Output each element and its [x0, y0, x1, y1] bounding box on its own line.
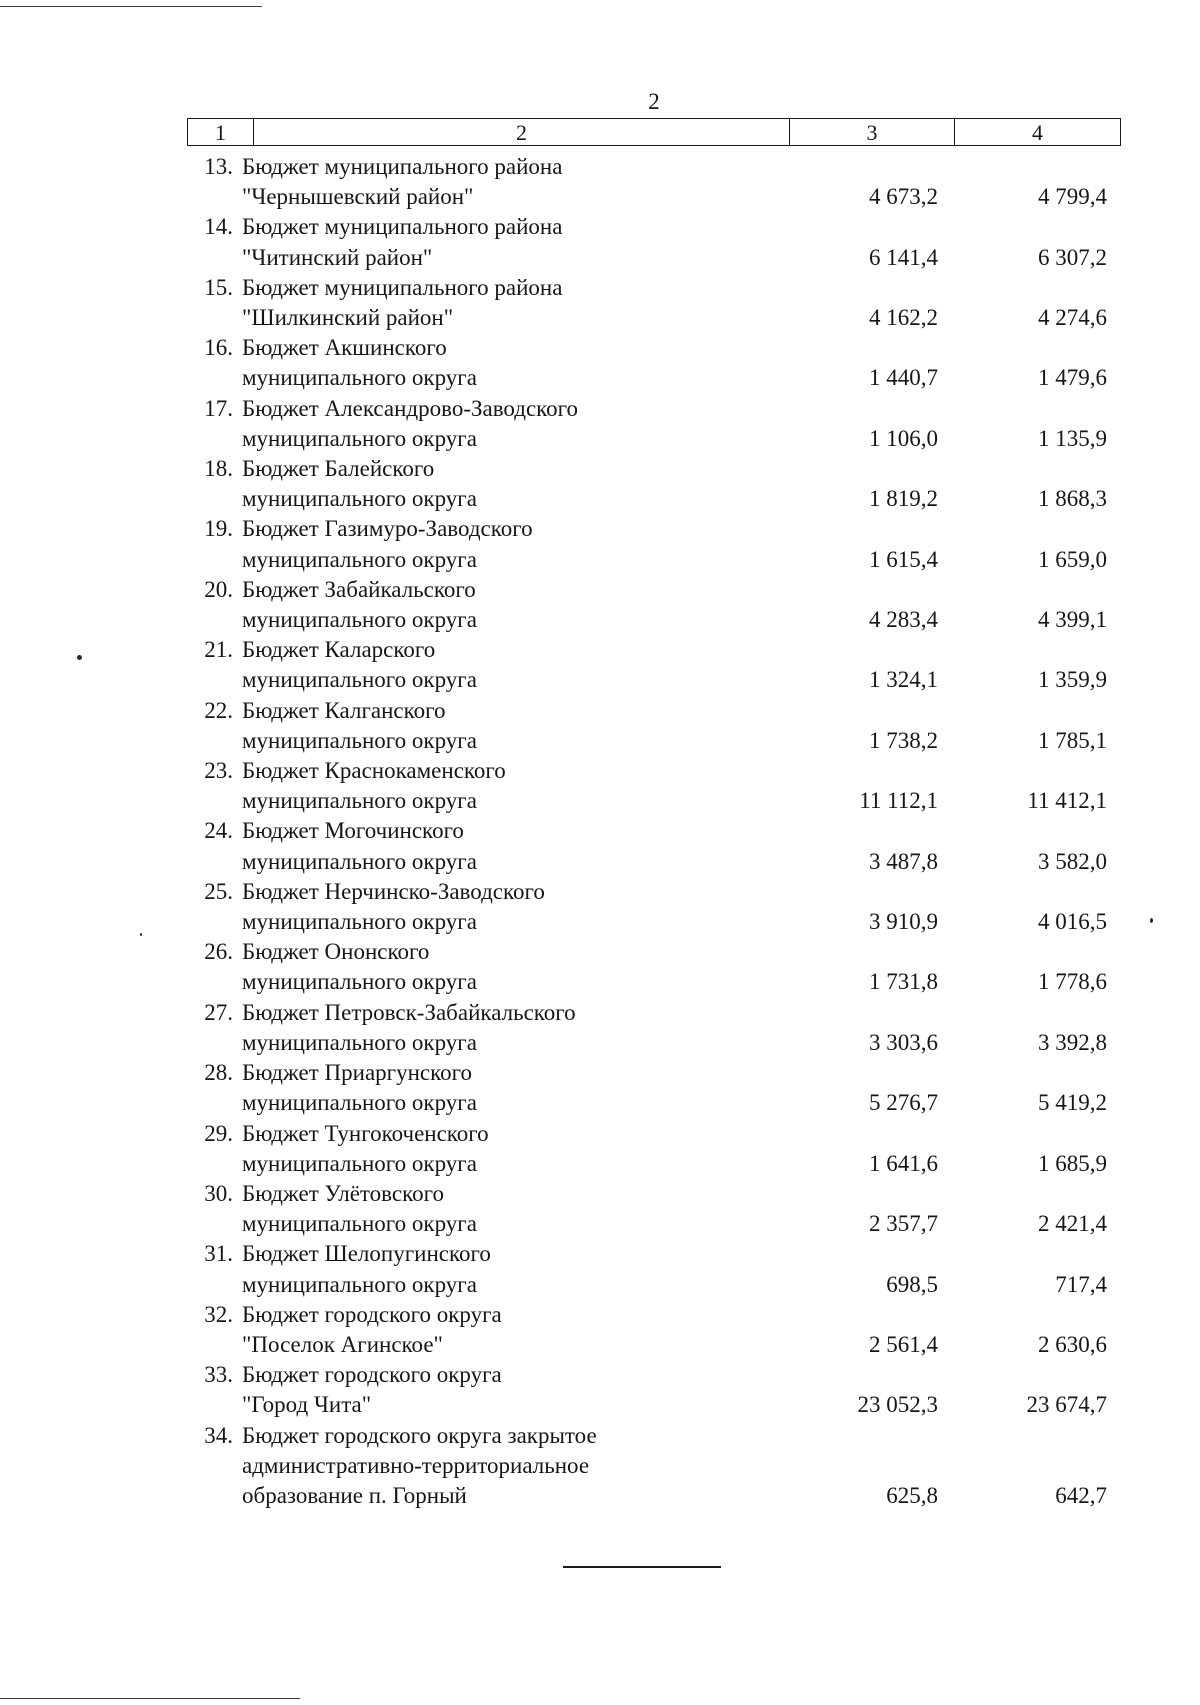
row-value-col4: 2 630,6 [1038, 1331, 1107, 1357]
table-row [187, 1300, 1112, 1360]
row-number: 28. [204, 1060, 233, 1086]
row-budget-name: Бюджет Петровск-Забайкальского муниципального округа [242, 999, 576, 1055]
row-value-col3: 2 357,7 [869, 1211, 938, 1237]
row-value-col4: 642,7 [1055, 1482, 1107, 1508]
row-number: 22. [204, 697, 233, 723]
row-number: 24. [204, 818, 233, 844]
row-value-col3: 625,8 [886, 1482, 938, 1508]
row-value-col4: 4 799,4 [1038, 184, 1107, 210]
row-number: 31. [204, 1241, 233, 1267]
scan-speck [77, 655, 82, 660]
row-budget-name: Бюджет городского округа закрытое административно-территориальное образование п. Горный [242, 1422, 597, 1508]
table-row [187, 1058, 1112, 1118]
row-budget-name: Бюджет Нерчинско-Заводского муниципального округа [242, 878, 545, 935]
row-value-col3: 1 106,0 [869, 425, 938, 451]
table-row [187, 394, 1112, 454]
row-value-col3: 1 731,8 [869, 969, 938, 995]
row-number: 27. [204, 999, 233, 1025]
table-row [187, 1239, 1112, 1299]
row-budget-name: Бюджет городского округа "Город Чита" [242, 1362, 502, 1418]
row-value-col4: 23 674,7 [1026, 1392, 1107, 1418]
row-number: 29. [204, 1120, 233, 1146]
table-row [187, 1360, 1112, 1420]
end-rule [563, 1566, 721, 1568]
row-budget-name: Бюджет Балейского муниципального округа [242, 456, 477, 512]
row-budget-name: Бюджет Улётовского муниципального округа [242, 1180, 477, 1237]
header-cell-3: 3 [789, 118, 954, 146]
table-row [187, 1119, 1112, 1179]
row-number: 13. [204, 154, 233, 179]
table-row [187, 756, 1112, 816]
table-row [187, 635, 1112, 695]
row-number: 15. [204, 274, 233, 300]
table-row [187, 212, 1112, 272]
scan-line-top [0, 6, 262, 7]
row-value-col3: 4 673,2 [869, 184, 938, 210]
table-row [187, 1421, 1112, 1512]
table-row [187, 454, 1112, 514]
scan-line-bottom [0, 1698, 300, 1699]
row-budget-name: Бюджет Могочинского муниципального округа [242, 818, 477, 874]
row-budget-name: Бюджет городского округа "Поселок Агинское" [242, 1301, 502, 1357]
row-value-col3: 3 487,8 [869, 848, 938, 874]
row-value-col4: 1 778,6 [1038, 969, 1107, 995]
row-number: 25. [204, 878, 233, 904]
table-row [187, 514, 1112, 574]
row-budget-name: Бюджет Акшинского муниципального округа [242, 335, 477, 391]
header-cell-2: 2 [253, 118, 789, 146]
row-value-col3: 1 440,7 [869, 365, 938, 391]
row-value-col3: 1 641,6 [869, 1150, 938, 1176]
table-row [187, 152, 1112, 212]
row-value-col3: 4 283,4 [869, 607, 938, 633]
row-budget-name: Бюджет Газимуро-Заводского муниципального округа [242, 516, 533, 572]
table-row [187, 877, 1112, 937]
row-value-col3: 2 561,4 [869, 1331, 938, 1357]
row-number: 14. [204, 214, 233, 240]
row-value-col4: 3 582,0 [1038, 848, 1107, 874]
row-value-col4: 6 307,2 [1038, 244, 1107, 270]
row-value-col4: 1 659,0 [1038, 546, 1107, 572]
row-value-col3: 1 615,4 [869, 546, 938, 572]
row-value-col3: 3 910,9 [869, 909, 938, 935]
row-value-col4: 11 412,1 [1027, 788, 1107, 814]
row-value-col3: 1 738,2 [869, 727, 938, 753]
row-number: 21. [204, 637, 233, 663]
row-number: 23. [204, 758, 233, 784]
row-budget-name: Бюджет Забайкальского муниципального округа [242, 576, 477, 633]
table-row [187, 816, 1112, 876]
table-row [187, 1179, 1112, 1239]
row-value-col3: 1 324,1 [869, 667, 938, 693]
row-budget-name: Бюджет Краснокаменского муниципального округа [242, 758, 506, 814]
table-row [187, 696, 1112, 756]
row-value-col3: 698,5 [886, 1271, 938, 1297]
row-budget-name: Бюджет муниципального района "Читинский район" [242, 214, 563, 270]
row-value-col4: 4 016,5 [1038, 909, 1107, 935]
row-number: 26. [204, 939, 233, 965]
row-value-col3: 23 052,3 [857, 1392, 938, 1418]
row-value-col3: 11 112,1 [859, 788, 938, 814]
row-number: 16. [204, 335, 233, 361]
table-row [187, 575, 1112, 635]
row-budget-name: Бюджет Тунгокоченского муниципального округа [242, 1120, 489, 1176]
scan-speck [140, 933, 142, 936]
row-value-col4: 1 479,6 [1038, 365, 1107, 391]
row-budget-name: Бюджет Каларского муниципального округа [242, 637, 477, 693]
row-number: 18. [204, 456, 233, 482]
row-number: 32. [204, 1301, 233, 1327]
row-value-col4: 3 392,8 [1038, 1029, 1107, 1055]
row-value-col3: 1 819,2 [869, 486, 938, 512]
row-value-col4: 1 359,9 [1038, 667, 1107, 693]
row-number: 17. [204, 395, 233, 421]
row-value-col3: 5 276,7 [869, 1090, 938, 1116]
row-number: 30. [204, 1180, 233, 1206]
table-header [187, 118, 1121, 146]
row-number: 33. [204, 1362, 233, 1388]
row-number: 20. [204, 576, 233, 602]
row-value-col3: 6 141,4 [869, 244, 938, 270]
table-row [187, 333, 1112, 393]
row-number: 34. [204, 1422, 233, 1448]
row-value-col3: 4 162,2 [869, 305, 938, 331]
budget-table [187, 152, 1112, 1511]
row-value-col4: 717,4 [1055, 1271, 1107, 1297]
row-value-col4: 1 135,9 [1038, 425, 1107, 451]
row-value-col4: 5 419,2 [1038, 1090, 1107, 1116]
header-cell-1: 1 [187, 118, 253, 146]
row-budget-name: Бюджет Александрово-Заводского муниципального округа [242, 395, 579, 451]
row-budget-name: Бюджет Ононского муниципального округа [242, 939, 477, 995]
row-budget-name: Бюджет муниципального района "Чернышевский район" [242, 154, 563, 210]
table-row [187, 937, 1112, 997]
row-value-col4: 4 274,6 [1038, 305, 1107, 331]
table-row [187, 998, 1112, 1058]
row-value-col3: 3 303,6 [869, 1029, 938, 1055]
scan-speck [1150, 918, 1153, 923]
row-value-col4: 1 868,3 [1038, 486, 1107, 512]
row-value-col4: 4 399,1 [1038, 607, 1107, 633]
row-budget-name: Бюджет Приаргунского муниципального округа [242, 1060, 477, 1116]
row-value-col4: 2 421,4 [1038, 1211, 1107, 1237]
row-budget-name: Бюджет Шелопугинского муниципального округа [242, 1241, 491, 1297]
table-row [187, 273, 1112, 333]
row-value-col4: 1 685,9 [1038, 1150, 1107, 1176]
header-cell-4: 4 [954, 118, 1121, 146]
row-budget-name: Бюджет муниципального района "Шилкинский район" [242, 274, 563, 331]
row-value-col4: 1 785,1 [1038, 727, 1107, 753]
row-budget-name: Бюджет Калганского муниципального округа [242, 697, 477, 753]
page-number: 2 [648, 89, 660, 114]
row-number: 19. [204, 516, 233, 542]
